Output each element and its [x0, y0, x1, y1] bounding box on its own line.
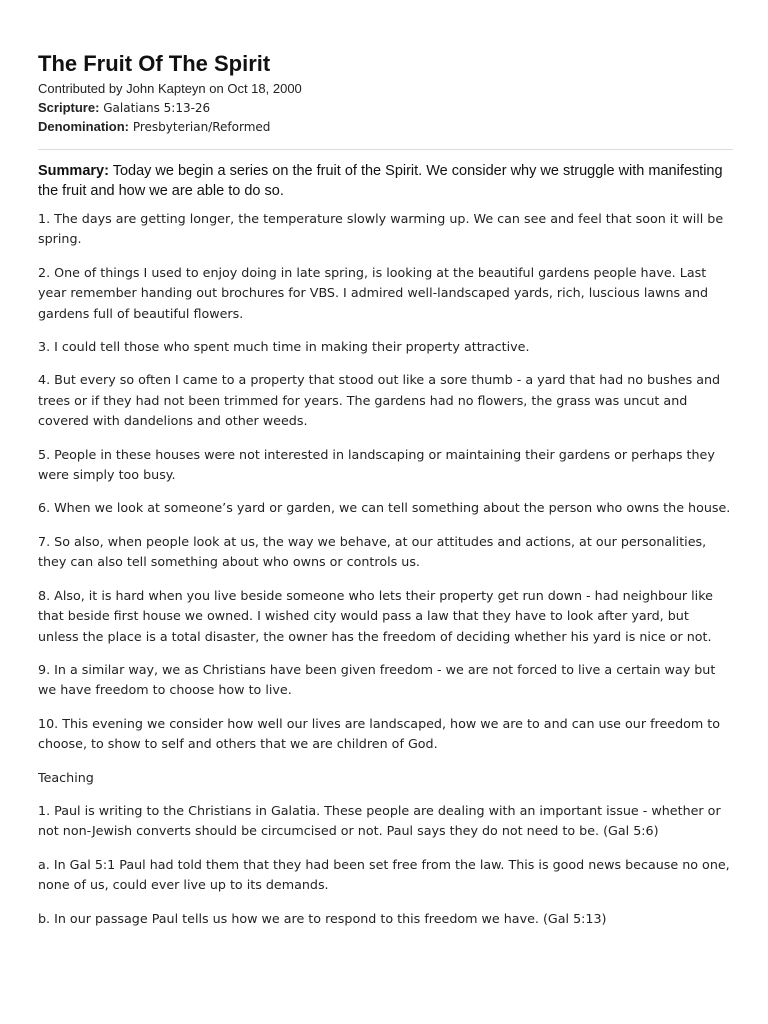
body-paragraph: a. In Gal 5:1 Paul had told them that they had been set free from the law. This is good news because no one, none of us, could ever live up to its demands. — [38, 856, 730, 893]
section-heading-teaching: Teaching — [38, 769, 94, 785]
body-paragraph: 4. But every so often I came to a property that stood out like a sore thumb - a yard that had no bushes and trees or if they had not been trimmed for years. The gardens had no flowers, the grass was uncut and covered with dandelions and other weeds. — [38, 372, 721, 429]
body-paragraph: 1. The days are getting longer, the temperature slowly warming up. We can see and feel that soon it will be spring. — [38, 211, 724, 247]
summary — [38, 161, 733, 201]
denomination-link[interactable]: Presbyterian/Reformed — [132, 120, 271, 134]
scripture-line — [38, 99, 210, 117]
body-paragraph: 8. Also, it is hard when you live beside someone who lets their property get run down - had neighbour like that beside first house we owned. I wished city would pass a law that they have to look after yard, but unless the place is a total disaster, the owner has the freedom of deciding whether his yard is nice or not. — [38, 587, 713, 644]
body-paragraph: 1. Paul is writing to the Christians in Galatia. These people are dealing with an important issue - whether or not non-Jewish converts should be circumcised or not. Paul says they do not need to be. (Gal 5:6) — [38, 802, 721, 839]
scripture-label: Scripture: — [38, 100, 100, 115]
article-title: The Fruit Of The Spirit — [38, 51, 271, 76]
byline: Contributed by John Kapteyn on Oct 18, 2000 — [38, 81, 302, 96]
denomination-label: Denomination: — [38, 119, 129, 134]
header-divider — [38, 149, 733, 150]
body-paragraph: b. In our passage Paul tells us how we are to respond to this freedom we have. (Gal 5:13) — [38, 910, 607, 926]
summary-text: Today we begin a series on the fruit of the Spirit. We consider why we struggle with manifesting the fruit and how we are able to do so. — [38, 163, 723, 199]
body-paragraph: 7. So also, when people look at us, the way we behave, at our attitudes and actions, at our personalities, they can also tell something about who owns or controls us. — [38, 533, 707, 570]
body-paragraph: 2. One of things I used to enjoy doing in late spring, is looking at the beautiful gardens people have. Last year remember handing out brochures for VBS. I admired well-landscaped yards, rich, luscious lawns and gardens full of beautiful flowers. — [38, 264, 709, 321]
body-paragraph: 6. When we look at someone’s yard or garden, we can tell something about the person who owns the house. — [38, 500, 731, 516]
body-paragraph: 3. I could tell those who spent much time in making their property attractive. — [38, 339, 530, 355]
summary-label: Summary: — [38, 163, 109, 179]
body-paragraph: 10. This evening we consider how well our lives are landscaped, how we are to and can use our freedom to choose, to show to self and others that we are children of God. — [38, 715, 721, 752]
denomination-line — [38, 118, 270, 136]
body-paragraph: 9. In a similar way, we as Christians have been given freedom - we are not forced to live a certain way but we have freedom to choose how to live. — [38, 661, 716, 698]
body-paragraph: 5. People in these houses were not interested in landscaping or maintaining their gardens or perhaps they were simply too busy. — [38, 446, 715, 483]
article-body — [38, 209, 733, 942]
scripture-link[interactable]: Galatians 5:13-26 — [103, 101, 211, 115]
